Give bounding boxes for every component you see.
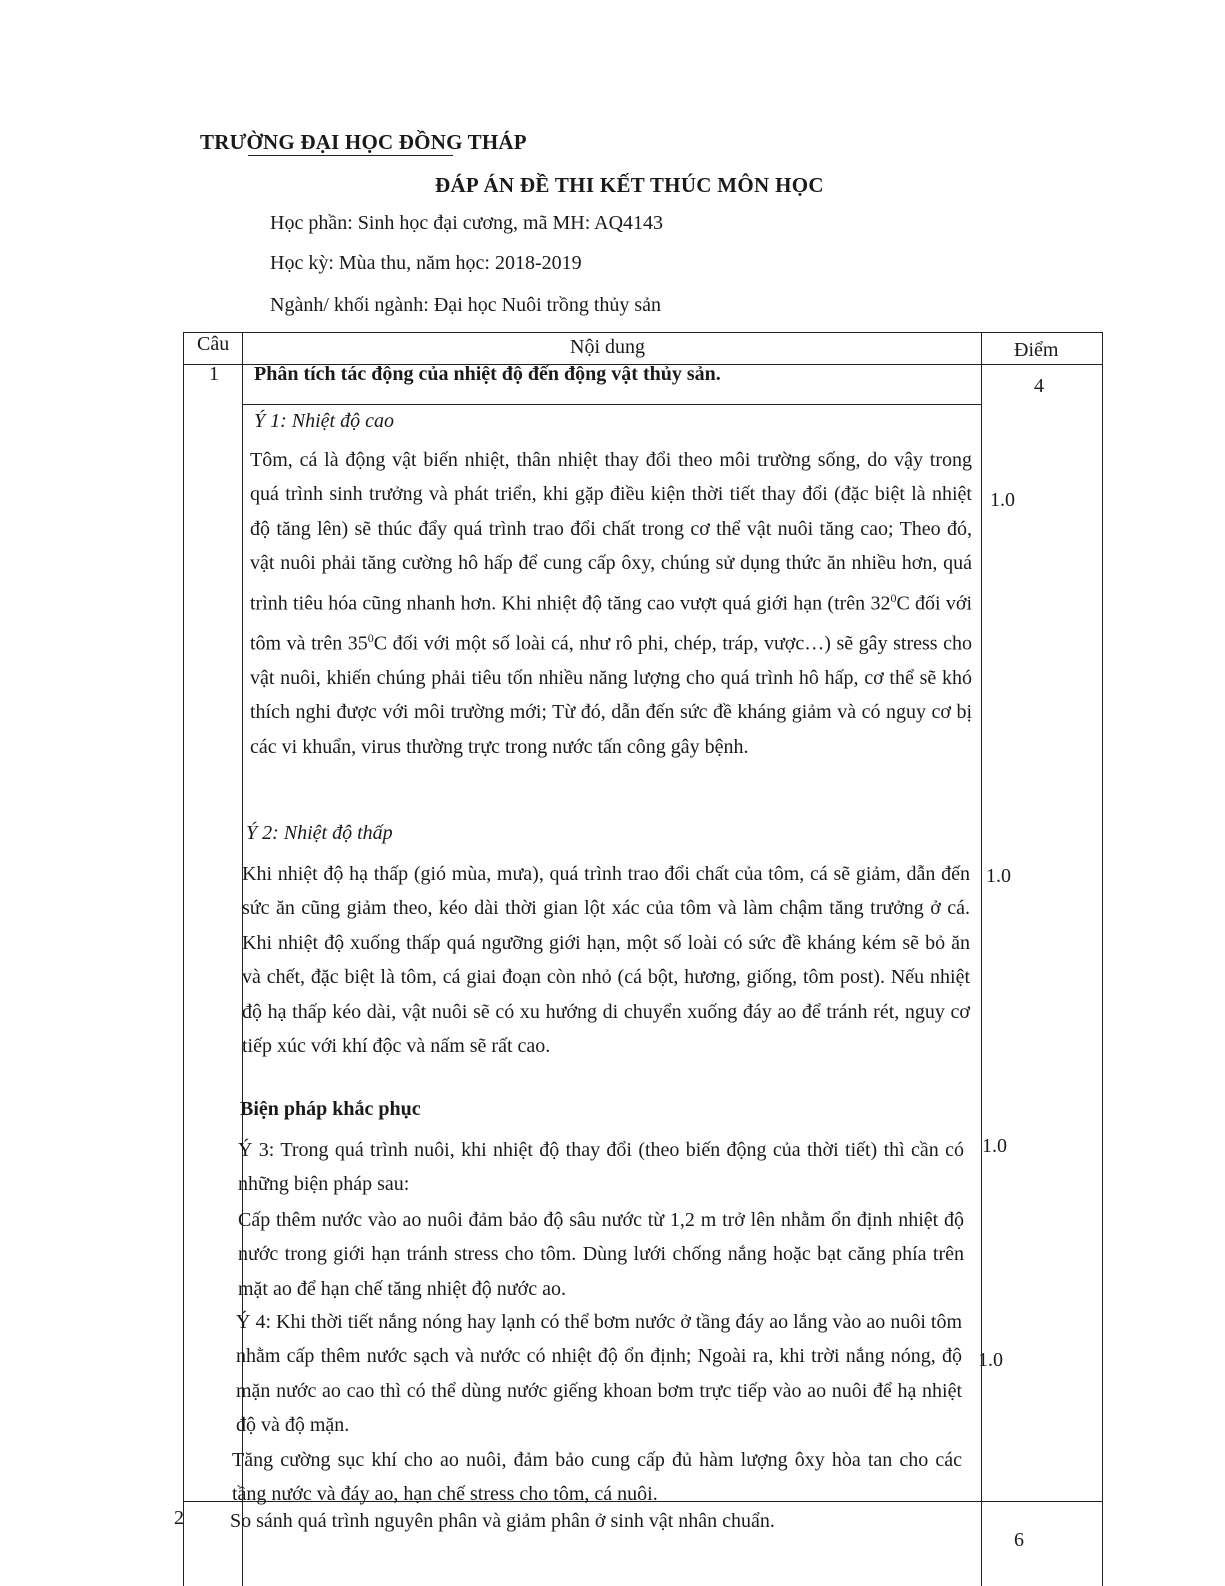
school-name: TRƯỜNG ĐẠI HỌC ĐỒNG THÁP xyxy=(200,130,527,154)
y2-heading: Ý 2: Nhiệt độ thấp xyxy=(246,822,393,844)
y4-paragraph: Ý 4: Khi thời tiết nắng nóng hay lạnh có thể bơm nước ở tầng đáy ao lắng vào ao nuôi tôm nhằm cấp thêm nước sạch và nước có nhiệt độ ổn định; Ngoài ra, khi trời nắng nóng, độ mặn nước ao cao thì có thể dùng nước giếng khoan bơm trực tiếp vào ao nuôi để hạ nhiệt độ và độ mặn. xyxy=(236,1311,962,1437)
y3-paragraph-2: Cấp thêm nước vào ao nuôi đảm bảo độ sâu nước từ 1,2 m trở lên nhằm ổn định nhiệt độ nước trong giới hạn tránh stress cho tôm. Dùng lưới chống nắng hoặc bạt căng phía trên mặt ao để hạn chế tăng nhiệt độ nước ao. xyxy=(238,1209,964,1300)
y1-score: 1.0 xyxy=(990,489,1015,511)
q2-total-score: 6 xyxy=(1014,1529,1024,1551)
school-name-underline xyxy=(248,155,453,156)
y2-score: 1.0 xyxy=(986,865,1011,887)
measures-heading: Biện pháp khắc phục xyxy=(240,1098,421,1120)
q1-number: 1 xyxy=(209,363,219,385)
major-line: Ngành/ khối ngành: Đại học Nuôi trồng thủy sản xyxy=(270,294,662,316)
y1-paragraph: Tôm, cá là động vật biến nhiệt, thân nhiệt thay đổi theo môi trường sống, do vậy trong quá trình sinh trưởng và phát triển, khi gặp điều kiện thời tiết thay đổi (đặc biệt là nhiệt độ tăng lên) sẽ thúc đẩy quá trình trao đổi chất trong cơ thể vật nuôi tăng cao; Theo đó, vật nuôi phải tăng cường hô hấp để cung cấp ôxy, chúng sử dụng thức ăn nhiều hơn, quá trình tiêu hóa cũng nhanh hơn. Khi nhiệt độ tăng cao vượt quá giới hạn (trên $32^0C$ đối với tôm và trên $35^0C$ đối với một số loài cá, như rô phi, chép, tráp, vược…) sẽ gây stress cho vật nuôi, khiến chúng phải tiêu tốn nhiều năng lượng cho quá trình hô hấp, cơ thể sẽ khó thích nghi được với môi trường mới; Từ đó, dẫn đến sức đề kháng giảm và có nguy cơ bị các vi khuẩn, virus thường trực trong nước tấn công gây bệnh. xyxy=(250,449,972,758)
document-title: ĐÁP ÁN ĐỀ THI KẾT THÚC MÔN HỌC xyxy=(435,173,824,197)
q2-title: So sánh quá trình nguyên phân và giảm phân ở sinh vật nhân chuẩn. xyxy=(230,1510,775,1532)
y3-paragraph: Ý 3: Trong quá trình nuôi, khi nhiệt độ thay đổi (theo biến động của thời tiết) thì cần có những biện pháp sau: xyxy=(238,1139,964,1196)
q2-number: 2 xyxy=(174,1507,184,1529)
semester-line: Học kỳ: Mùa thu, năm học: 2018-2019 xyxy=(270,252,582,274)
y2-paragraph: Khi nhiệt độ hạ thấp (gió mùa, mưa), quá trình trao đổi chất của tôm, cá sẽ giảm, dẫn đến sức ăn cũng giảm theo, kéo dài thời gian lột xác của tôm và làm chậm tăng trưởng ở cá. Khi nhiệt độ xuống thấp quá ngưỡng giới hạn, một số loài có sức đề kháng kém sẽ bỏ ăn và chết, đặc biệt là tôm, cá giai đoạn còn nhỏ (cá bột, hương, giống, tôm post). Nếu nhiệt độ hạ thấp kéo dài, vật nuôi sẽ có xu hướng di chuyển xuống đáy ao để tránh rét, nguy cơ tiếp xúc với khí độc và nấm sẽ rất cao. xyxy=(242,863,970,1058)
y1-heading: Ý 1: Nhiệt độ cao xyxy=(254,410,394,432)
q1-title: Phân tích tác động của nhiệt độ đến động vật thủy sản. xyxy=(254,363,721,385)
answer-table xyxy=(174,332,1103,1586)
y4-score: 1.0 xyxy=(978,1349,1003,1371)
course-line: Học phần: Sinh học đại cương, mã MH: AQ4143 xyxy=(270,212,664,234)
header-question: Câu xyxy=(197,333,230,355)
header-score: Điểm xyxy=(1014,339,1059,361)
y4-paragraph-2: Tăng cường sục khí cho ao nuôi, đảm bảo cung cấp đủ hàm lượng ôxy hòa tan cho các tầng nước và đáy ao, hạn chế stress cho tôm, cá nuôi. xyxy=(232,1449,962,1506)
header-content: Nội dung xyxy=(570,336,645,358)
q1-total-score: 4 xyxy=(1034,375,1044,397)
column-divider-score xyxy=(981,333,982,1586)
q1-title-divider xyxy=(242,404,982,405)
y3-score: 1.0 xyxy=(982,1135,1007,1157)
